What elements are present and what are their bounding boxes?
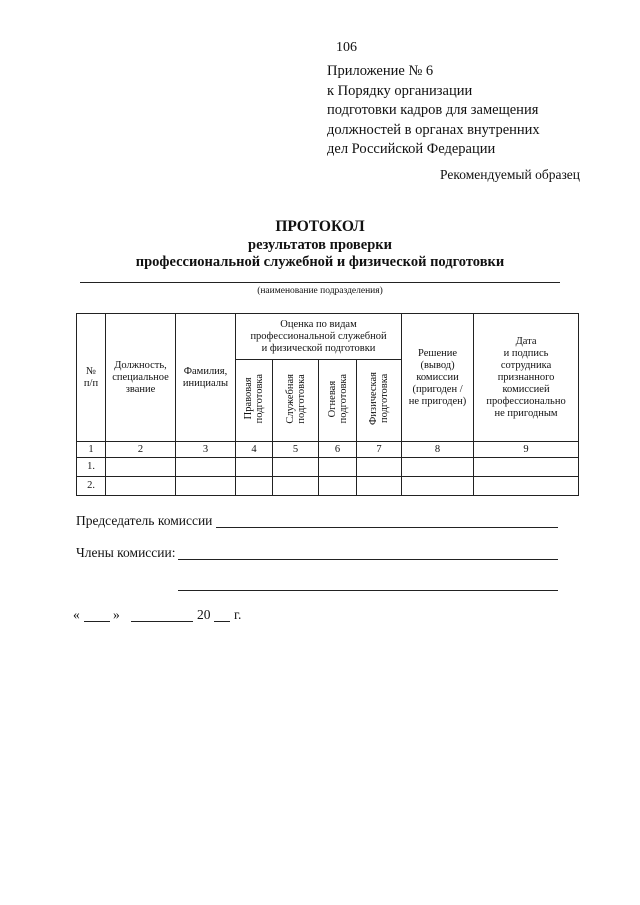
column-number: 9 (474, 442, 579, 458)
appendix-line: дел Российской Федерации (327, 141, 496, 157)
row-number: 2. (77, 477, 106, 496)
table-cell[interactable] (273, 477, 319, 496)
header-service-word: Служебная (284, 373, 296, 424)
header-physical (357, 360, 402, 442)
appendix-line: Приложение № 6 (327, 63, 434, 79)
document-subtitle: профессиональной служебной и физической подготовки (135, 254, 505, 270)
header-date-line: комиссией (502, 383, 550, 395)
column-number: 5 (273, 442, 319, 458)
table-cell[interactable] (106, 458, 176, 477)
column-number-row (77, 442, 579, 458)
members-signature-line[interactable] (178, 559, 558, 560)
header-decision-line: не пригоден) (408, 395, 467, 407)
header-legal-word: подготовка (254, 373, 265, 424)
date-year-suffix: г. (234, 607, 242, 622)
header-position-line: специальное (112, 371, 169, 383)
header-position-line: звание (125, 383, 156, 395)
header-date-line: Дата (515, 335, 537, 347)
table-row (77, 477, 579, 496)
header-physical-text (368, 372, 390, 425)
header-physical-word: подготовка (379, 373, 391, 424)
header-assessment (236, 314, 402, 360)
members-label: Члены комиссии: (76, 545, 176, 560)
table-row (77, 458, 579, 477)
table-cell[interactable] (319, 477, 357, 496)
date-open-quote: « (73, 607, 80, 622)
header-service (273, 360, 319, 442)
appendix-line: к Порядку организации (327, 82, 473, 99)
header-decision-line: (вывод) (420, 359, 455, 371)
header-name-line: инициалы (182, 377, 229, 389)
column-number: 7 (357, 442, 402, 458)
page-number: 106 (336, 40, 357, 55)
table-cell[interactable] (236, 458, 273, 477)
column-number: 3 (176, 442, 236, 458)
header-service-text (285, 374, 307, 424)
sample-note: Рекомендуемый образец (440, 167, 581, 182)
header-assessment-line: профессиональной служебной (250, 330, 387, 342)
header-date-line: не пригодным (494, 407, 558, 419)
date-year-line[interactable] (214, 621, 230, 622)
header-position-line: Должность, (114, 359, 167, 371)
header-decision (402, 314, 474, 442)
header-num-line: № (85, 365, 97, 377)
table-cell[interactable] (357, 458, 402, 477)
header-service-word: подготовка (295, 373, 307, 424)
row-number: 1. (77, 458, 106, 477)
column-number: 2 (106, 442, 176, 458)
header-name-line: Фамилия, (183, 365, 228, 377)
chairman-signature-line[interactable] (216, 527, 558, 528)
table-cell[interactable] (474, 477, 579, 496)
column-number: 6 (319, 442, 357, 458)
header-legal (236, 360, 273, 442)
header-fire-word: подготовка (337, 373, 349, 424)
table-cell[interactable] (176, 458, 236, 477)
protocol-table (76, 313, 579, 496)
appendix-line: должностей в органах внутренних (327, 121, 540, 138)
header-num-line: п/п (83, 377, 99, 389)
table-cell[interactable] (176, 477, 236, 496)
header-date-line: и подпись (503, 347, 549, 359)
date-day-line[interactable] (84, 621, 110, 622)
header-fire-word: Огневая (326, 380, 338, 417)
date-close-quote: » (113, 607, 120, 622)
header-position (106, 314, 176, 442)
appendix-block (327, 62, 607, 160)
unit-name-caption: (наименование подразделения) (257, 286, 383, 296)
table-cell[interactable] (273, 458, 319, 477)
header-fire (319, 360, 357, 442)
header-fire-text (327, 374, 349, 423)
header-assessment-line: и физической подготовки (261, 342, 376, 354)
table-cell[interactable] (236, 477, 273, 496)
date-year-prefix: 20 (197, 607, 211, 622)
unit-name-line[interactable] (80, 282, 560, 283)
table-cell[interactable] (319, 458, 357, 477)
header-legal-word: Правовая (243, 377, 254, 420)
header-assessment-line: Оценка по видам (280, 318, 357, 330)
table-cell[interactable] (474, 458, 579, 477)
document-subtitle: результатов проверки (248, 237, 392, 253)
chairman-label: Председатель комиссии (76, 513, 213, 528)
table-cell[interactable] (402, 477, 474, 496)
table-cell[interactable] (357, 477, 402, 496)
header-legal-text (243, 374, 265, 423)
header-decision-line: Решение (418, 347, 458, 359)
header-date-line: профессионально (486, 395, 566, 407)
header-decision-line: комиссии (416, 371, 459, 383)
column-number: 4 (236, 442, 273, 458)
date-month-line[interactable] (131, 621, 193, 622)
document-title: ПРОТОКОЛ (275, 218, 365, 235)
table-cell[interactable] (106, 477, 176, 496)
members-signature-line-2[interactable] (178, 590, 558, 591)
header-physical-word: Физическая (368, 372, 380, 425)
table-cell[interactable] (402, 458, 474, 477)
header-date-line: сотрудника (500, 359, 552, 371)
header-name (176, 314, 236, 442)
header-date-line: признанного (497, 371, 555, 383)
header-decision-line: (пригоден / (412, 383, 463, 395)
column-number: 1 (77, 442, 106, 458)
header-num (77, 314, 106, 442)
header-date-signature (474, 314, 579, 442)
appendix-line: подготовки кадров для замещения (327, 102, 539, 118)
column-number: 8 (402, 442, 474, 458)
